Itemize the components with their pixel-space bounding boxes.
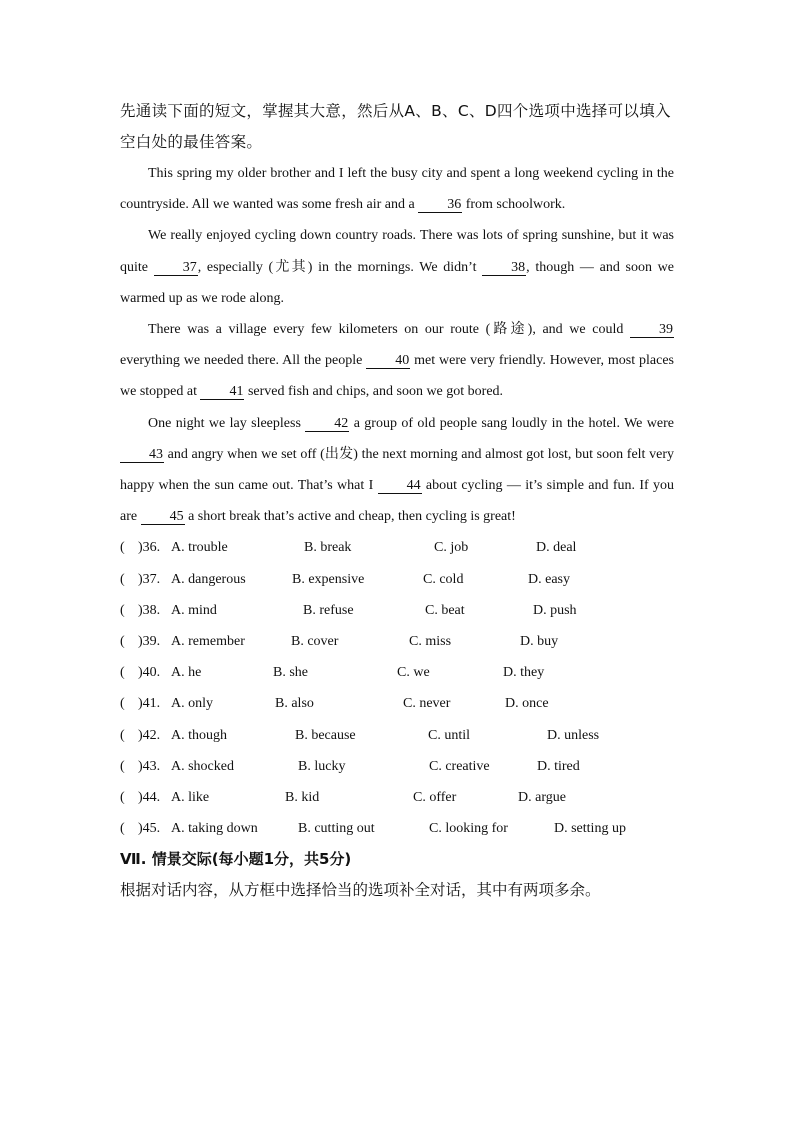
question-row [120,751,674,782]
answer-paren: ( [120,665,125,681]
passage-paragraph-2: We really enjoyed cycling down country roads. There was lots of spring sunshine, but it was quite 37, especially (尤其) in the mornings. We didn’t 38, though — and soon we warmed up as we rode along. [120,228,674,306]
option-b: B. kid [285,789,320,805]
option-c: C. cold [423,571,464,587]
answer-paren: ( [120,758,125,774]
option-b: B. break [304,540,352,556]
question-row [120,564,674,595]
option-a: A. only [171,696,213,712]
option-d: D. argue [518,789,566,805]
option-a: A. trouble [171,540,228,556]
section-7-heading: Ⅶ. 情景交际(每小题1分，共5分) [120,850,352,869]
option-c: C. until [428,727,471,743]
question-number: )42. [138,727,161,743]
option-b: B. cutting out [298,821,375,837]
question-row [120,657,674,688]
question-number: )37. [138,571,161,587]
blank-43: 43 [120,447,164,463]
answer-paren: ( [120,571,125,587]
question-number: )44. [138,789,161,805]
option-b: B. cover [291,634,339,649]
question-row [120,782,674,813]
option-a: A. mind [171,602,217,618]
blank-41: 41 [200,384,244,400]
question-number: )45. [138,821,161,837]
question-row [120,688,674,719]
option-a: A. like [171,789,210,805]
option-a: A. taking down [171,821,258,837]
document-page [120,96,674,906]
option-c: C. looking for [429,821,508,837]
option-d: D. they [503,665,545,681]
question-number: )38. [138,602,161,618]
option-c: C. beat [425,602,465,618]
option-b: B. she [273,665,308,681]
question-row [120,532,674,563]
answer-paren: ( [120,727,125,743]
blank-44: 44 [378,478,422,494]
option-a: A. remember [171,634,245,649]
question-number: )43. [138,758,161,774]
question-number: )39. [138,634,161,649]
passage-paragraph-1: This spring my older brother and I left the busy city and spent a long weekend cycling in the countryside. All we wanted was some fresh air and a 36 from schoolwork. [120,166,674,213]
option-b: B. refuse [303,602,354,618]
answer-paren: ( [120,696,125,712]
option-a: A. though [171,727,227,743]
question-row [120,813,674,844]
option-c: C. miss [409,634,452,649]
blank-45: 45 [141,509,185,525]
option-b: B. also [275,696,314,712]
option-d: D. tired [537,758,580,774]
passage-paragraph-4: One night we lay sleepless 42 a group of old people sang loudly in the hotel. We were 43 and angry when we set off (出发) the next morning and almost got lost, but soon felt very happy when the sun came out. That’s what I 44 about cycling — it’s simple and fun. If you are 45 a short break that’s active and cheap, then cycling is great! [120,415,674,525]
option-d: D. buy [520,634,559,649]
blank-37: 37 [154,260,198,276]
option-d: D. push [533,602,577,618]
option-a: A. shocked [171,758,234,774]
passage-paragraph-3: There was a village every few kilometers on our route (路途), and we could 39 everything we needed there. All the people 40 met were very friendly. However, most places we stopped at 41 served fish and chips, and soon we got bored. [120,322,675,400]
option-b: B. because [295,727,356,743]
question-number: )40. [138,665,161,681]
blank-38: 38 [482,260,526,276]
option-a: A. he [171,665,202,681]
option-d: D. easy [528,571,570,587]
answer-paren: ( [120,821,125,837]
question-number: )41. [138,696,161,712]
option-d: D. setting up [554,821,626,837]
blank-39: 39 [630,322,674,338]
question-row [120,720,674,751]
option-c: C. offer [413,789,457,805]
section-7-instruction: 根据对话内容，从方框中选择恰当的选项补全对话，其中有两项多余。 [120,881,601,900]
question-row [120,595,674,626]
blank-36: 36 [418,197,462,213]
option-d: D. unless [547,727,600,743]
option-b: B. expensive [292,571,365,587]
question-row [120,626,674,657]
option-d: D. once [505,696,549,712]
answer-paren: ( [120,789,125,805]
option-c: C. creative [429,758,490,774]
answer-paren: ( [120,602,125,618]
blank-40: 40 [366,353,410,369]
cloze-instruction: 先通读下面的短文，掌握其大意，然后从A、B、C、D四个选项中选择可以填入空白处的最佳答案。 [120,102,671,151]
option-a: A. dangerous [171,571,246,587]
blank-42: 42 [305,416,349,432]
option-d: D. deal [536,540,577,556]
answer-paren: ( [120,540,125,556]
answer-paren: ( [120,634,125,649]
option-b: B. lucky [298,758,346,774]
option-c: C. we [397,665,430,681]
option-c: C. never [403,696,451,712]
question-options-list [120,532,674,844]
question-number: )36. [138,540,161,556]
option-c: C. job [434,540,469,556]
